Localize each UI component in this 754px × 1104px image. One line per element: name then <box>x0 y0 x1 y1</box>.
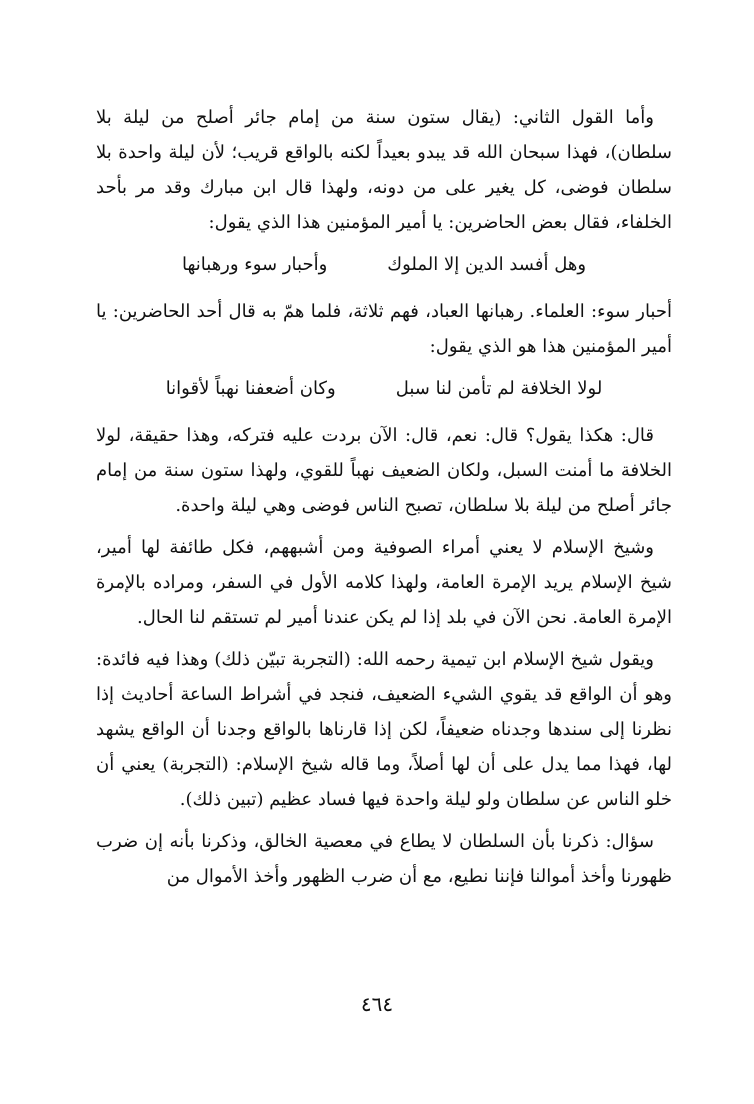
verse-second-hemistich: وكان أضعفنا نهباً لأقوانا <box>165 378 336 399</box>
page-number: ٤٦٤ <box>360 992 394 1016</box>
paragraph-second-saying: وأما القول الثاني: (يقال ستون سنة من إمام جائر أصلح من ليلة بلا سلطان)، فهذا سبحان الله قد يبدو بعيداً لكنه بالواقع قريب؛ لأن ليلة واحدة بلا سلطان فوضى، كل يغير على من دونه، ولهذا قال ابن مبارك وقد مر بأحد الخلفاء، فقال بعض الحاضرين: يا أمير المؤمنين هذا الذي يقول: <box>96 107 672 233</box>
paragraph-evil-scholars: أحبار سوء: العلماء. رهبانها العباد، فهم ثلاثة، فلما همّ به قال أحد الحاضرين: يا أمير المؤمنين هذا هو الذي يقول: <box>96 301 672 357</box>
verse-first-hemistich: لولا الخلافة لم تأمن لنا سبل <box>395 378 603 399</box>
verse-first-hemistich: وهل أفسد الدين إلا الملوك <box>387 254 587 275</box>
paragraph-sixty-years: قال: هكذا يقول؟ قال: نعم، قال: الآن بردت عليه فتركه، وهذا حقيقة، لولا الخلافة ما أمنت السبل، ولكان الضعيف نهباً للقوي، ولهذا ستون سنة من إمام جائر أصلح من ليلة بلا سلطان، تصبح الناس فوضى وهي ليلة واحدة. <box>96 425 672 516</box>
paragraph-experience: ويقول شيخ الإسلام ابن تيمية رحمه الله: (التجربة تبيّن ذلك) وهذا فيه فائدة: وهو أن الواقع قد يقوي الشيء الضعيف، فنجد في أشراط الساعة أحاديث إذا نظرنا إلى سندها وجدناه ضعيفاً، لكن إذا قارناها بالواقع وجدنا أن الواقع يشهد لها، فهذا مما يدل على أن لها أصلاً، وما قاله شيخ الإسلام: (التجربة) يعني أن خلو الناس عن سلطان ولو ليلة واحدة فيها فساد عظيم (تبين ذلك). <box>96 649 672 810</box>
paragraph-question: سؤال: ذكرنا بأن السلطان لا يطاع في معصية الخالق، وذكرنا بأنه إن ضرب ظهورنا وأخذ أموالنا فإننا نطيع، مع أن ضرب الظهور وأخذ الأموال من <box>96 831 672 887</box>
verse-second-hemistich: وأحبار سوء ورهبانها <box>181 254 328 275</box>
body-text <box>96 100 672 901</box>
paragraph-general-emirate: وشيخ الإسلام لا يعني أمراء الصوفية ومن أشبههم، فكل طائفة لها أمير، شيخ الإسلام يريد الإمرة العامة، ولهذا كلامه الأول في السفر، ومراده بالإمرة الإمرة العامة. نحن الآن في بلد إذا لم يكن عندنا أمير لم تستقم لنا الحال. <box>96 537 672 628</box>
verse-kings <box>96 247 672 282</box>
verse-caliphate <box>96 371 672 406</box>
